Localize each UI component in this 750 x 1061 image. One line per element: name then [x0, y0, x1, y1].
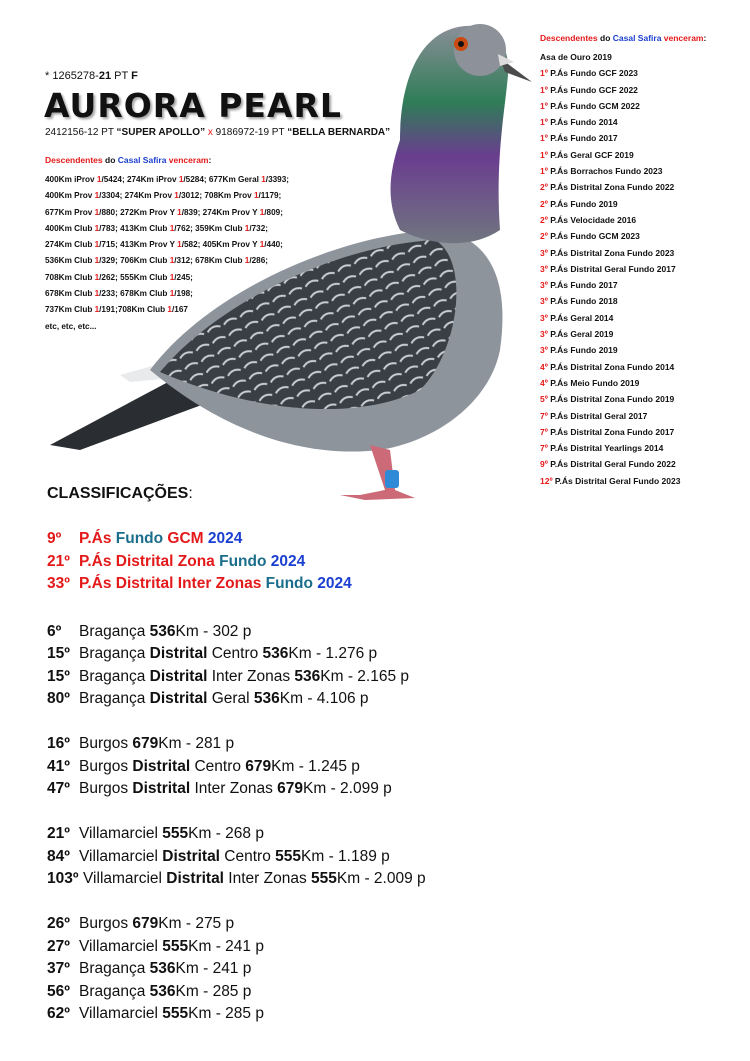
right-result-line — [540, 130, 680, 146]
left-result-text: /582; 405Km Prov Y — [181, 240, 260, 250]
right-result-line — [540, 375, 680, 391]
result-text: Distrital — [132, 757, 191, 775]
left-result-text: 1 — [94, 256, 100, 266]
result-text: Bragança — [79, 960, 150, 977]
right-result-text: P.Ás Distrital Zona Fundo 2022 — [547, 182, 675, 193]
result-text: 555 — [275, 847, 302, 865]
achievement-pos: 21º — [47, 552, 70, 570]
left-result-text: /329; 706Km Club — [99, 256, 170, 266]
result-text: 536 — [253, 690, 280, 707]
left-result-text: 536Km Club — [45, 256, 95, 266]
result-text: Km - 241 p — [175, 960, 252, 977]
result-text: Km - 1.189 p — [301, 847, 390, 865]
right-result-text: P.Ás Fundo 2019 — [547, 198, 618, 209]
result-text: 555 — [162, 1005, 189, 1022]
left-results-list — [45, 172, 289, 335]
result-text: Burgos — [79, 915, 133, 932]
right-result-text: P.Ás Geral GCF 2019 — [547, 149, 634, 160]
result-text: Km - 281 p — [158, 735, 235, 752]
ring-number: * 1265278-21 PT F — [45, 70, 138, 82]
result-text: Distrital — [149, 667, 208, 685]
pigeon-name: AURORA PEARL — [44, 86, 342, 125]
left-result-text: 1 — [94, 223, 100, 233]
left-result-text: 677Km Prov — [45, 207, 95, 217]
right-result-pos: 2º — [540, 214, 548, 225]
result-line — [47, 983, 251, 1001]
left-result-text: 1 — [174, 191, 179, 201]
result-pos: 56º — [47, 982, 70, 1000]
result-text: Inter Zonas — [190, 780, 278, 797]
achievement-text: Fundo — [219, 552, 267, 570]
result-text: 679 — [277, 780, 304, 797]
result-text: 536 — [149, 622, 176, 640]
right-result-line — [540, 65, 680, 81]
left-result-text: 1 — [177, 240, 182, 250]
right-result-pos: 9º — [540, 459, 548, 470]
achievement-text: P.Ás Distrital Inter Zonas — [79, 575, 266, 592]
right-result-pos: 7º — [540, 443, 548, 454]
right-result-line — [540, 473, 680, 489]
result-text: Bragança — [79, 667, 150, 685]
right-result-pos: 5º — [540, 394, 548, 405]
achievement-line — [47, 530, 242, 548]
right-result-text: P.Ás Distrital Zona Fundo 2019 — [547, 394, 675, 405]
result-text: Km - 285 p — [188, 1005, 264, 1022]
right-result-line — [540, 49, 680, 65]
right-result-pos: 3º — [540, 312, 548, 323]
result-text: Burgos — [79, 735, 133, 752]
left-result-text: /783; 413Km Club — [99, 223, 170, 233]
result-pos: 37º — [47, 960, 70, 977]
right-result-line — [540, 196, 680, 212]
left-result-text: 1 — [94, 207, 100, 217]
result-text: Km - 1.276 p — [288, 645, 378, 662]
right-result-pos: 4º — [540, 361, 548, 372]
right-result-line — [540, 424, 680, 440]
right-result-text: P.Ás Distrital Geral Fundo 2023 — [552, 475, 681, 486]
result-pos: 62º — [47, 1005, 70, 1022]
right-result-text: P.Ás Fundo GCM 2022 — [547, 100, 640, 111]
result-text: Centro — [220, 847, 276, 865]
right-result-line — [540, 310, 680, 326]
result-text: Villamarciel — [79, 937, 163, 955]
right-result-line — [540, 293, 680, 309]
right-result-line — [540, 212, 680, 228]
right-result-text: P.Ás Fundo 2018 — [547, 296, 618, 307]
right-result-text: P.Ás Fundo 2014 — [547, 117, 618, 128]
right-result-pos: 3º — [540, 329, 548, 340]
result-text: Distrital — [149, 690, 208, 707]
achievement-text: Fundo — [115, 530, 164, 547]
right-result-line — [540, 179, 680, 195]
left-result-text: 1 — [253, 191, 259, 201]
result-pos: 103º — [47, 870, 79, 887]
result-pos: 47º — [47, 780, 70, 797]
left-result-text: /440; — [264, 240, 283, 250]
right-result-pos: 12º — [540, 475, 553, 486]
result-line — [47, 870, 426, 888]
right-result-text: P.Ás Velocidade 2016 — [547, 214, 637, 225]
achievement-text: 2024 — [317, 575, 352, 592]
result-text: Km - 275 p — [158, 915, 235, 932]
right-result-pos: 1º — [540, 117, 548, 128]
right-result-text: P.Ás Meio Fundo 2019 — [547, 377, 640, 388]
left-result-text: 1 — [177, 207, 182, 217]
right-result-text: P.Ás Fundo GCF 2023 — [547, 68, 638, 79]
right-result-pos: 3º — [540, 280, 548, 291]
left-result-text: 1 — [94, 240, 100, 250]
left-result-line — [45, 253, 289, 269]
result-line — [47, 690, 369, 708]
right-results-list — [540, 49, 680, 489]
left-result-text: 1 — [259, 207, 265, 217]
result-line — [47, 938, 264, 956]
result-text: Villamarciel — [83, 870, 167, 887]
result-text: Centro — [190, 757, 246, 775]
result-line — [47, 758, 360, 776]
result-text: 555 — [311, 870, 337, 887]
left-result-text: /262; 555Km Club — [99, 272, 170, 282]
right-result-pos: 1º — [540, 100, 548, 111]
left-result-text: 1 — [169, 256, 175, 266]
right-result-line — [540, 228, 680, 244]
result-text: Km - 241 p — [188, 937, 264, 955]
result-pos: 84º — [47, 847, 70, 865]
left-result-text: /732; — [249, 223, 269, 233]
left-result-line — [45, 319, 289, 335]
left-result-text: 1 — [178, 175, 184, 184]
right-result-pos: 7º — [540, 426, 548, 437]
result-line — [47, 825, 264, 843]
result-text: Inter Zonas — [224, 870, 312, 887]
right-result-line — [540, 440, 680, 456]
result-line — [47, 848, 390, 866]
result-text: Distrital — [132, 780, 191, 797]
result-text: Geral — [207, 690, 254, 707]
result-text: Distrital — [162, 847, 220, 865]
result-text: Km - 285 p — [175, 982, 252, 1000]
right-result-line — [540, 163, 680, 179]
result-text: Distrital — [166, 870, 224, 887]
result-text: Km - 4.106 p — [279, 690, 369, 707]
achievement-text: Fundo — [265, 575, 313, 592]
result-line — [47, 735, 234, 753]
left-result-text: /312; 678Km Club — [174, 256, 245, 266]
right-result-text: P.Ás Fundo GCF 2022 — [547, 84, 638, 95]
result-line — [47, 1005, 264, 1023]
result-pos: 21º — [47, 825, 70, 842]
achievement-pos: 33º — [47, 575, 70, 592]
left-result-line — [45, 286, 289, 302]
left-result-text: 1 — [261, 175, 266, 184]
result-pos: 27º — [47, 937, 70, 955]
result-text: 536 — [262, 645, 289, 662]
left-result-text: 1 — [94, 305, 100, 315]
result-text: 555 — [162, 825, 189, 842]
right-result-line — [540, 359, 680, 375]
right-result-pos: 2º — [540, 182, 548, 193]
left-result-text: 274Km Club — [45, 240, 95, 250]
result-line — [47, 915, 234, 933]
right-result-text: P.Ás Distrital Geral 2017 — [547, 410, 648, 421]
right-result-text: P.Ás Distrital Yearlings 2014 — [547, 443, 664, 454]
left-result-text: 1 — [259, 240, 265, 250]
right-result-line — [540, 82, 680, 98]
result-pos: 15º — [47, 645, 70, 662]
left-result-text: /3012; 708Km Prov — [178, 191, 254, 201]
left-result-text: /1179; — [258, 191, 282, 201]
right-result-line — [540, 277, 680, 293]
result-text: Centro — [207, 645, 263, 662]
left-result-line — [45, 221, 289, 237]
right-result-text: Asa de Ouro 2019 — [540, 52, 612, 62]
left-result-line — [45, 172, 289, 188]
right-result-pos: 3º — [540, 263, 548, 274]
result-pos: 6º — [47, 622, 62, 640]
left-result-text: 400Km iProv — [45, 175, 97, 184]
parents-line: 2412156-12 PT “SUPER APOLLO” x 9186972-19 PT “BELLA BERNARDA” — [45, 127, 391, 138]
left-result-text: 1 — [244, 223, 250, 233]
left-result-text: 1 — [169, 272, 175, 282]
right-result-text: P.Ás Distrital Zona Fundo 2023 — [547, 247, 675, 258]
left-result-text: /839; 274Km Prov Y — [181, 207, 260, 217]
result-text: 679 — [245, 757, 272, 775]
result-text: Burgos — [79, 780, 133, 797]
right-result-text: P.Ás Borrachos Fundo 2023 — [547, 166, 663, 177]
left-result-text: /198; — [174, 289, 193, 299]
result-text: Km - 2.099 p — [303, 780, 392, 797]
left-result-line — [45, 302, 289, 318]
result-pos: 16º — [47, 735, 70, 752]
achievement-line — [47, 575, 352, 593]
left-result-line — [45, 205, 289, 221]
result-line — [47, 960, 251, 978]
achievement-text: P.Ás — [79, 530, 116, 547]
left-result-text: 678Km Club — [45, 289, 95, 299]
left-result-text: 1 — [94, 191, 100, 201]
descendants-title-right: Descendentes do Casal Safira venceram: — [540, 33, 707, 43]
result-text: Km - 1.245 p — [271, 757, 360, 775]
left-result-text: /880; 272Km Prov Y — [99, 207, 178, 217]
right-result-pos: 1º — [540, 84, 548, 95]
result-line — [47, 623, 251, 641]
left-result-text: /233; 678Km Club — [99, 289, 170, 299]
right-result-pos: 4º — [540, 377, 548, 388]
right-result-pos: 2º — [540, 231, 548, 242]
left-result-text: /5424; 274Km iProv — [101, 175, 179, 184]
right-result-text: P.Ás Fundo 2017 — [547, 133, 618, 144]
result-text: Km - 302 p — [175, 622, 252, 640]
result-text: 536 — [149, 982, 176, 1000]
result-text: Km - 2.165 p — [320, 667, 410, 685]
achievement-line — [47, 553, 305, 571]
result-text: Km - 2.009 p — [336, 870, 426, 887]
achievement-text: 2024 — [270, 552, 306, 570]
left-result-text: 1 — [167, 305, 172, 315]
result-line — [47, 780, 392, 798]
left-result-text: 1 — [169, 289, 175, 299]
left-result-text: /3393; — [265, 175, 290, 184]
right-result-pos: 1º — [540, 166, 548, 177]
left-result-line — [45, 188, 289, 204]
classifications-title: CLASSIFICAÇÕES: — [47, 485, 193, 502]
result-text: Inter Zonas — [207, 667, 295, 685]
result-pos: 41º — [47, 757, 70, 775]
right-result-pos: 3º — [540, 247, 548, 258]
right-result-text: P.Ás Fundo 2019 — [547, 345, 618, 356]
right-result-pos: 1º — [540, 133, 548, 144]
right-result-line — [540, 456, 680, 472]
right-result-text: P.Ás Geral 2014 — [547, 312, 614, 323]
result-text: 679 — [132, 915, 159, 932]
left-result-text: 708Km Club — [45, 272, 95, 282]
right-result-text: P.Ás Fundo 2017 — [547, 280, 618, 291]
result-text: Bragança — [79, 645, 150, 662]
result-pos: 15º — [47, 667, 70, 685]
left-result-text: 737Km Club — [45, 305, 95, 315]
right-result-line — [540, 261, 680, 277]
left-result-text: /167 — [171, 305, 188, 315]
descendants-title-left: Descendentes do Casal Safira venceram: — [45, 155, 212, 165]
left-result-line — [45, 270, 289, 286]
left-result-text: 1 — [94, 289, 100, 299]
result-pos: 26º — [47, 915, 70, 932]
right-result-text: P.Ás Fundo GCM 2023 — [547, 231, 640, 242]
result-text: Km - 268 p — [188, 825, 264, 842]
left-result-text: /191;708Km Club — [99, 305, 168, 315]
left-result-text: 1 — [244, 256, 250, 266]
achievement-text: 2024 — [207, 530, 243, 547]
result-text: Bragança — [79, 982, 150, 1000]
left-result-text: /286; — [249, 256, 269, 266]
right-result-pos: 1º — [540, 149, 548, 160]
right-result-line — [540, 408, 680, 424]
right-result-line — [540, 98, 680, 114]
right-result-line — [540, 342, 680, 358]
result-text: Bragança — [79, 690, 150, 707]
left-result-text: /809; — [264, 207, 283, 217]
right-result-text: P.Ás Distrital Geral Fundo 2017 — [547, 263, 676, 274]
result-text: Distrital — [149, 645, 208, 662]
left-result-text: /245; — [174, 272, 193, 282]
right-result-pos: 3º — [540, 296, 548, 307]
left-result-text: 1 — [94, 272, 100, 282]
achievement-text: GCM — [163, 530, 208, 547]
left-result-text: 1 — [169, 223, 175, 233]
result-text: Bragança — [79, 622, 150, 640]
left-result-text: 1 — [96, 175, 102, 184]
result-text: Villamarciel — [79, 825, 163, 842]
result-text: 555 — [162, 937, 189, 955]
result-text: 679 — [132, 735, 159, 752]
result-pos: 80º — [47, 690, 70, 707]
left-result-line — [45, 237, 289, 253]
result-text: Villamarciel — [79, 847, 163, 865]
left-result-text: /762; 359Km Club — [174, 223, 245, 233]
right-result-pos: 3º — [540, 345, 548, 356]
left-result-text: 400Km Club — [45, 223, 95, 233]
right-result-line — [540, 326, 680, 342]
left-result-text: etc, etc, etc... — [45, 321, 97, 331]
right-result-pos: 1º — [540, 68, 548, 79]
left-result-text: /715; 413Km Prov Y — [99, 240, 178, 250]
right-result-text: P.Ás Distrital Geral Fundo 2022 — [547, 459, 676, 470]
right-result-text: P.Ás Distrital Zona Fundo 2017 — [547, 426, 675, 437]
result-line — [47, 645, 377, 663]
result-text: Burgos — [79, 757, 133, 775]
right-result-line — [540, 147, 680, 163]
result-text: 536 — [149, 960, 176, 977]
right-result-line — [540, 245, 680, 261]
left-result-text: /3304; 274Km Prov — [99, 191, 175, 201]
result-text: Villamarciel — [79, 1005, 163, 1022]
achievement-text: P.Ás Distrital Zona — [79, 552, 220, 570]
leg-ring-icon — [385, 470, 399, 488]
left-result-text: /5284; 677Km Geral — [183, 175, 262, 184]
result-text: 536 — [294, 667, 321, 685]
left-result-text: 400Km Prov — [45, 191, 95, 201]
right-result-text: P.Ás Distrital Zona Fundo 2014 — [547, 361, 675, 372]
achievement-pos: 9º — [47, 530, 62, 547]
right-result-pos: 2º — [540, 198, 548, 209]
right-result-pos: 7º — [540, 410, 548, 421]
right-result-text: P.Ás Geral 2019 — [547, 329, 614, 340]
right-result-line — [540, 391, 680, 407]
result-line — [47, 668, 409, 686]
right-result-line — [540, 114, 680, 130]
